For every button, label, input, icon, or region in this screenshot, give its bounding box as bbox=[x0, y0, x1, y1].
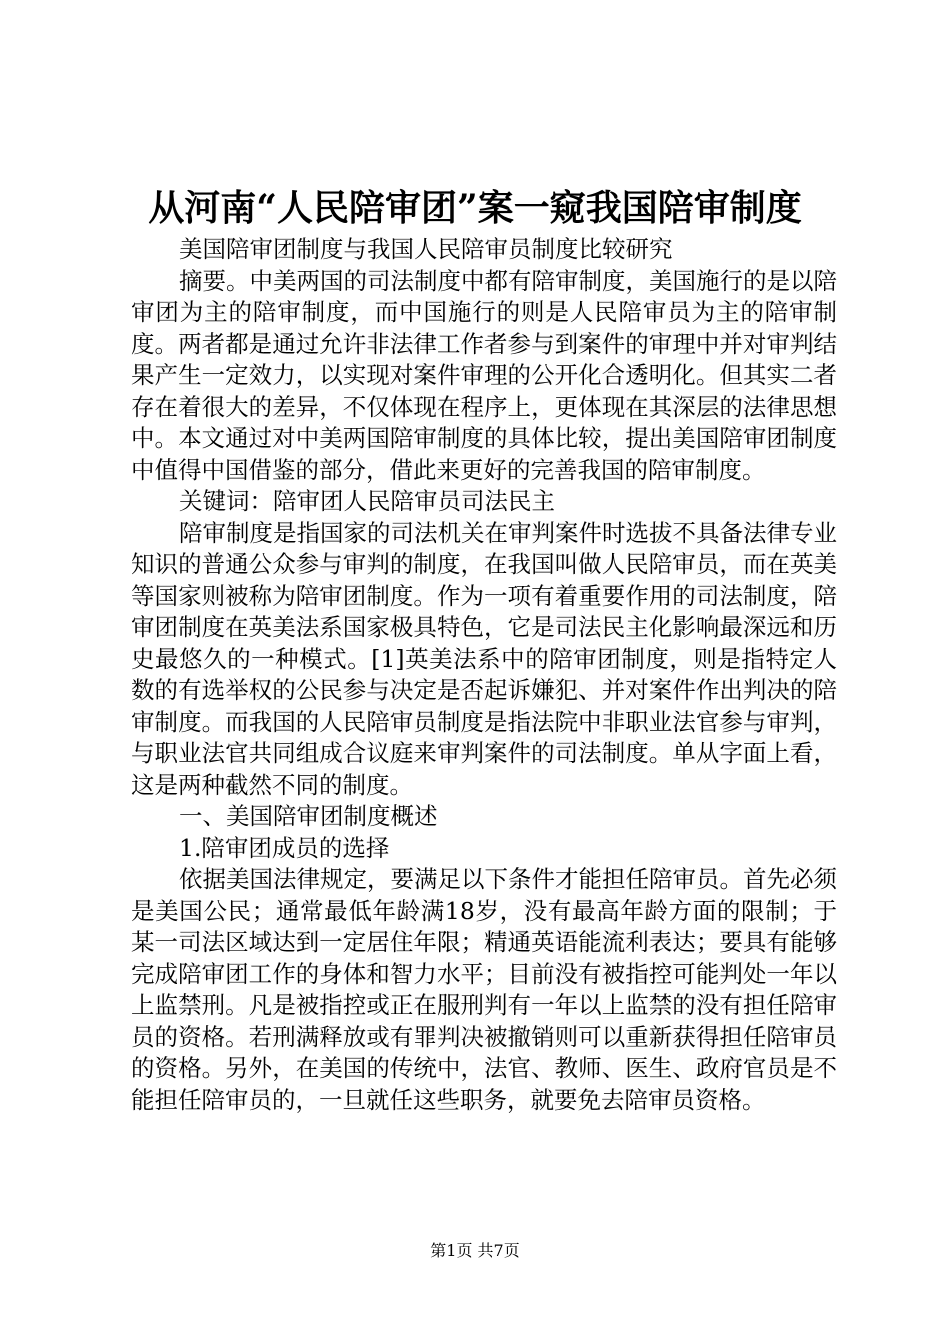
subtitle-paragraph: 美国陪审团制度与我国人民陪审员制度比较研究 bbox=[179, 235, 673, 263]
abstract-paragraph: 摘要。中美两国的司法制度中都有陪审制度，美国施行的是以陪审团为主的陪审制度，而中国施行的则是人民陪审员为主的陪审制度。两者都是通过允许非法律工作者参与到案件的审理中并对审判结果产生一定效力，以实现对案件审理的公开化合透明化。但其实二者存在着很大的差异，不仅体现在程序上，更体现在其深层的法律思想中。本文通过对中美两国陪审制度的具体比较，提出美国陪审团制度中值得中国借鉴的部分，借此来更好的完善我国的陪审制度。 bbox=[131, 266, 837, 484]
keywords-paragraph: 关键词：陪审团人民陪审员司法民主 bbox=[179, 487, 555, 515]
document-title: 从河南“人民陪审团”案一窥我国陪审制度 bbox=[148, 187, 802, 229]
section-heading: 一、美国陪审团制度概述 bbox=[179, 802, 438, 830]
body-paragraph: 依据美国法律规定，要满足以下条件才能担任陪审员。首先必须是美国公民；通常最低年龄满18岁，没有最高年龄方面的限制；于某一司法区域达到一定居住年限；精通英语能流利表达；要具有能够完成陪审团工作的身体和智力水平；目前没有被指控可能判处一年以上监禁刑。凡是被指控或正在服刑判有一年以上监禁的没有担任陪审员的资格。若刑满释放或有罪判决被撤销则可以重新获得担任陪审员的资格。另外，在美国的传统中，法官、教师、医生、政府官员是不能担任陪审员的，一旦就任这些职务，就要免去陪审员资格。 bbox=[131, 865, 837, 1114]
intro-paragraph: 陪审制度是指国家的司法机关在审判案件时选拔不具备法律专业知识的普通公众参与审判的制度，在我国叫做人民陪审员，而在英美等国家则被称为陪审团制度。作为一项有着重要作用的司法制度，陪审团制度在英美法系国家极具特色，它是司法民主化影响最深远和历史最悠久的一种模式。[1]英美法系中的陪审团制度，则是指特定人数的有选举权的公民参与决定是否起诉嫌犯、并对案件作出判决的陪审制度。而我国的人民陪审员制度是指法院中非职业法官参与审判，与职业法官共同组成合议庭来审判案件的司法制度。单从字面上看，这是两种截然不同的制度。 bbox=[131, 518, 837, 799]
page-number-footer: 第1页 共7页 bbox=[430, 1241, 520, 1260]
document-body bbox=[131, 234, 837, 1116]
subsection-heading: 1.陪审团成员的选择 bbox=[179, 833, 390, 862]
